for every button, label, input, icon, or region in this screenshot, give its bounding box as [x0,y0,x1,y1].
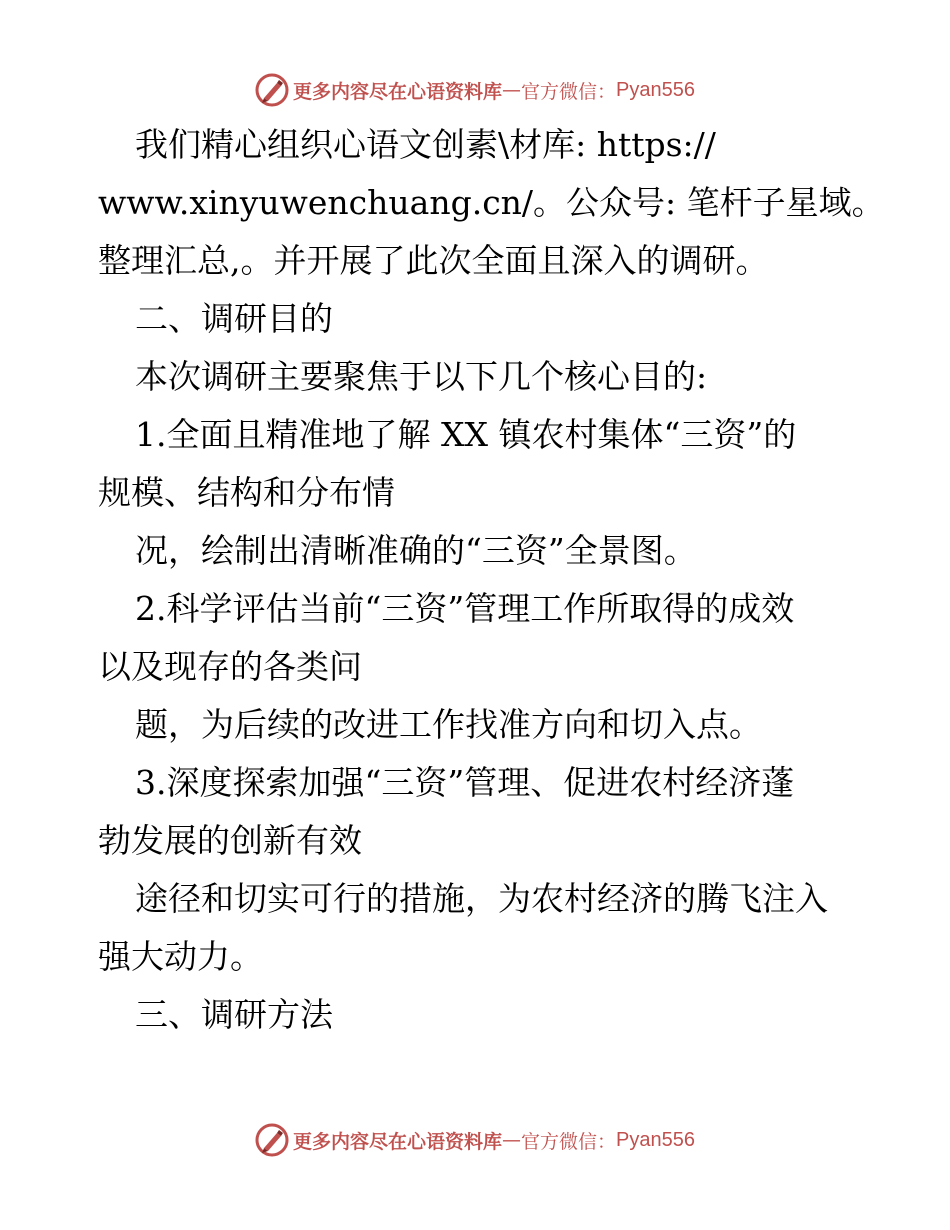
body-line: 整理汇总,。并开展了此次全面且深入的调研。 [98,241,769,280]
section-heading: 二、调研目的 [135,299,333,338]
banner-wechat-id: Pyan556 [616,78,695,101]
body-line: 我们精心组织心语文创素\材库: https:// [135,125,716,164]
body-line: 强大动力。 [98,937,263,976]
banner-wechat-label: 官方微信： [521,1130,617,1153]
document-body [98,116,885,1044]
banner-wechat-id: Pyan556 [616,1128,695,1151]
pen-logo-icon [255,1123,289,1157]
body-line: 本次调研主要聚焦于以下几个核心目的: [135,357,708,396]
body-line: 况，绘制出清晰准确的“三资”全景图。 [135,531,697,570]
banner-wechat-label: 官方微信： [521,80,617,103]
banner-dash: — [502,1129,522,1151]
banner-main-text: 更多内容尽在心语资料库 [293,80,503,103]
body-line: 途径和切实可行的措施，为农村经济的腾飞注入 [135,879,828,918]
body-line: 以及现存的各类问 [98,647,362,686]
list-item: 3.深度探索加强“三资”管理、促进农村经济蓬 [135,763,795,802]
body-line: 规模、结构和分布情 [98,473,395,512]
pen-logo-icon [255,73,289,107]
section-heading: 三、调研方法 [135,995,333,1034]
banner-dash: — [502,79,522,101]
list-item: 2.科学评估当前“三资”管理工作所取得的成效 [135,589,795,628]
footer-banner [0,1120,950,1160]
body-line: www.xinyuwenchuang.cn/。公众号: 笔杆子星域。 [98,183,885,222]
body-line: 题，为后续的改进工作找准方向和切入点。 [135,705,762,744]
header-banner [0,70,950,110]
body-line: 勃发展的创新有效 [98,821,362,860]
list-item: 1.全面且精准地了解 XX 镇农村集体“三资”的 [135,415,797,454]
banner-main-text: 更多内容尽在心语资料库 [293,1130,503,1153]
